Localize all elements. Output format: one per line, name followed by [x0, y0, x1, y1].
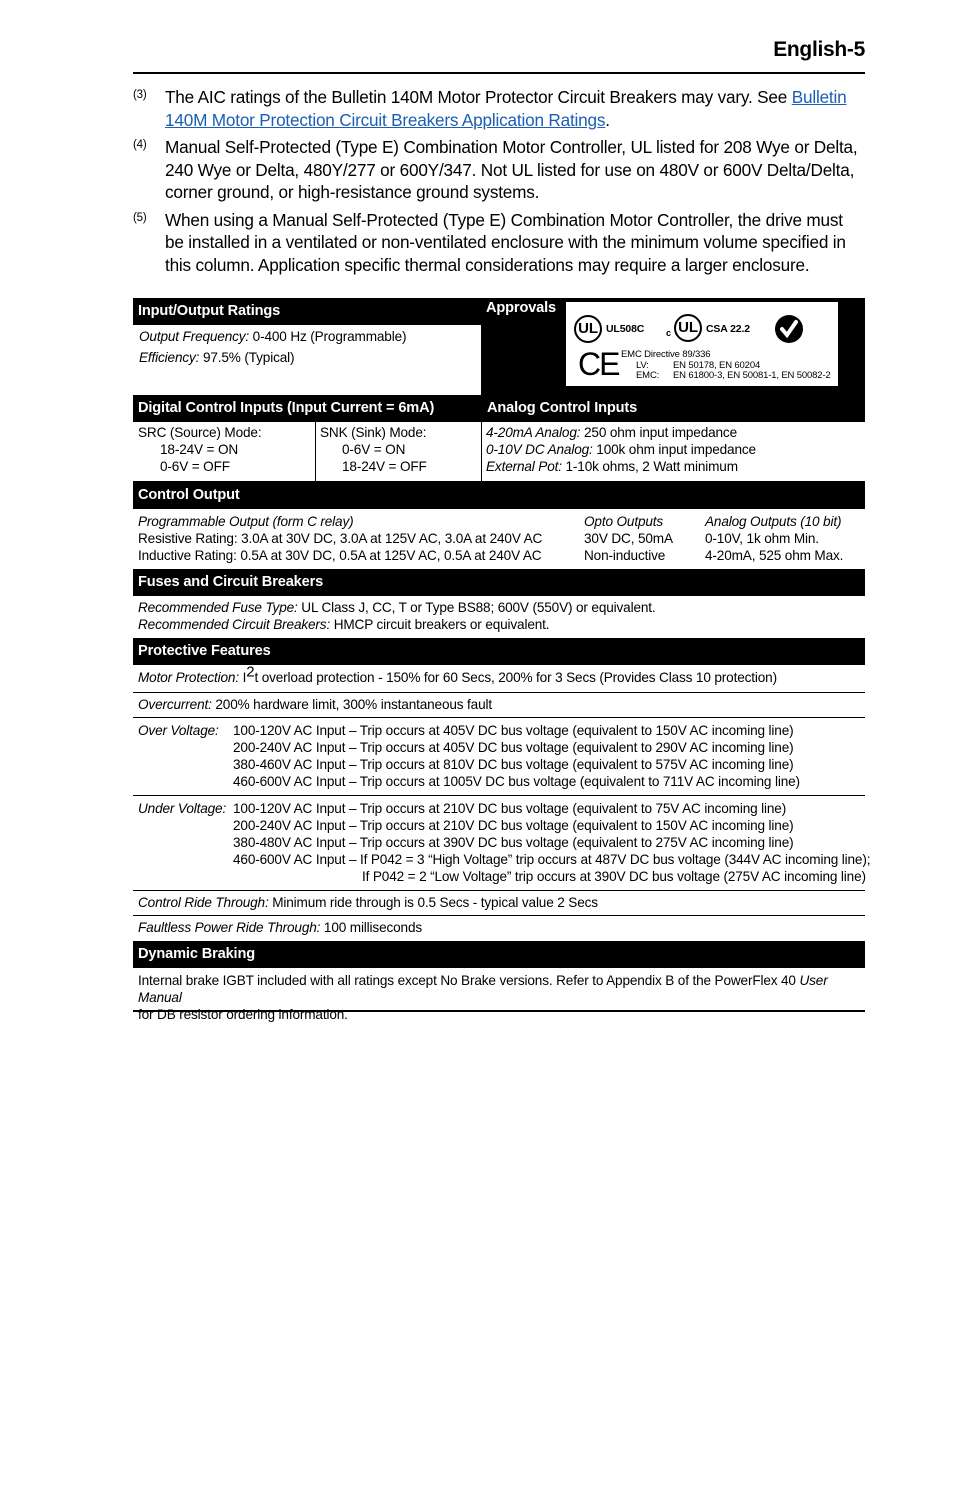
- inputs-row: [133, 395, 865, 482]
- opto-outputs: [584, 513, 673, 564]
- power-ride-through-row: [133, 916, 865, 941]
- under-voltage-row: [133, 796, 871, 891]
- inductive-rating: Inductive Rating: 0.5A at 30V DC, 0.5A at 125V AC, 0.5A at 240V AC: [138, 548, 542, 563]
- analog-0-10-value: 100k ohm input impedance: [592, 442, 756, 457]
- under-voltage-line: 380-480V AC Input – Trip occurs at 390V DC bus voltage (equivalent to 275V AC incoming line): [233, 835, 794, 850]
- footnote-number: (5): [133, 211, 147, 224]
- approvals-cell: [481, 298, 865, 395]
- approval-marks-panel: [566, 302, 838, 386]
- power-ride-through-label: Faultless Power Ride Through:: [138, 920, 321, 935]
- over-voltage-lines: [233, 722, 800, 790]
- overcurrent-label: Overcurrent:: [138, 697, 212, 712]
- ul-listed-icon: UL: [574, 315, 602, 343]
- dynamic-braking-text-end: for DB resistor ordering information.: [138, 1007, 348, 1022]
- footnote-number: (4): [133, 139, 147, 151]
- footnote-text: The AIC ratings of the Bulletin 140M Motor Protector Circuit Breakers may vary. See: [165, 87, 792, 107]
- ul508c-label: UL508C: [606, 323, 645, 335]
- output-frequency-value: 0-400 Hz (Programmable): [249, 329, 407, 344]
- lv-label: LV:: [636, 360, 649, 371]
- circuit-breakers-value: HMCP circuit breakers or equivalent.: [330, 617, 550, 632]
- relay-output-label: Programmable Output (form C relay): [138, 514, 354, 529]
- efficiency-label: Efficiency:: [139, 350, 200, 365]
- analog-0-10-label: 0-10V DC Analog:: [486, 442, 593, 457]
- footnote-text: Manual Self-Protected (Type E) Combination Motor Controller, UL listed for 208 Wye or Delta, 240 Wye or Delta, 480Y/277 or 600Y/347. Not UL listed for use on 480V or 600V Delta/Delta, corner ground, or high-resistance ground systems.: [165, 137, 858, 202]
- dynamic-braking-row: [133, 968, 865, 1022]
- io-ratings-heading: Input/Output Ratings: [133, 298, 481, 325]
- control-ride-through-value: Minimum ride through is 0.5 Secs - typical value 2 Secs: [268, 895, 598, 910]
- emc-standards: EN 61800-3, EN 50081-1, EN 50082-2: [673, 370, 831, 381]
- over-voltage-line: 380-460V AC Input – Trip occurs at 810V DC bus voltage (equivalent to 575V AC incoming line): [233, 757, 794, 772]
- motor-protection-superscript: 2: [246, 663, 255, 681]
- digital-divider: [315, 422, 316, 481]
- digital-inputs-heading: Digital Control Inputs (Input Current = 6mA): [133, 395, 481, 422]
- resistive-rating: Resistive Rating: 3.0A at 30V DC, 3.0A at 125V AC, 3.0A at 240V AC: [138, 531, 543, 546]
- cul-c-label: c: [666, 328, 671, 338]
- footnote-3: [133, 86, 865, 131]
- output-frequency-label: Output Frequency:: [139, 329, 250, 344]
- io-approvals-row: [133, 298, 865, 395]
- emc-label: EMC:: [636, 370, 660, 381]
- power-ride-through-value: 100 milliseconds: [320, 920, 423, 935]
- fuse-type-label: Recommended Fuse Type:: [138, 600, 298, 615]
- overcurrent-value: 200% hardware limit, 300% instantaneous fault: [211, 697, 492, 712]
- motor-protection-i: I: [238, 670, 247, 685]
- over-voltage-line: 460-600V AC Input – Trip occurs at 1005V DC bus voltage (equivalent to 711V AC incoming line): [233, 774, 800, 789]
- page-header: [133, 38, 865, 74]
- user-manual-title: User Manual: [138, 973, 828, 1005]
- emc-directive: EMC Directive 89/336: [621, 349, 711, 360]
- under-voltage-lines: [233, 800, 870, 885]
- page-title: English-5: [773, 38, 865, 61]
- external-pot-label: External Pot:: [486, 459, 562, 474]
- over-voltage-row: [133, 718, 865, 796]
- cul-listed-icon: UL: [674, 314, 702, 342]
- csa-label: CSA 22.2: [706, 323, 750, 335]
- opto-outputs-rating: 30V DC, 50mA: [584, 531, 673, 546]
- analog-outputs-label: Analog Outputs (10 bit): [705, 514, 842, 529]
- efficiency-value: 97.5% (Typical): [199, 350, 295, 365]
- opto-outputs-label: Opto Outputs: [584, 514, 664, 529]
- footnote-number: (3): [133, 89, 147, 101]
- fuse-type-value: UL Class J, CC, T or Type BS88; 600V (550V) or equivalent.: [297, 600, 656, 615]
- dynamic-braking-text: Internal brake IGBT included with all ratings except No Brake versions. Refer to Appendix B of the PowerFlex 40: [138, 973, 800, 988]
- under-voltage-label: Under Voltage:: [138, 801, 227, 816]
- analog-4-20-value: 250 ohm input impedance: [580, 425, 737, 440]
- over-voltage-label: Over Voltage:: [138, 723, 219, 738]
- under-voltage-line: 200-240V AC Input – Trip occurs at 210V DC bus voltage (equivalent to 150V AC incoming line): [233, 818, 794, 833]
- overcurrent-row: [133, 693, 865, 718]
- analog-outputs-voltage: 0-10V, 1k ohm Min.: [705, 531, 819, 546]
- under-voltage-line: 460-600V AC Input – If P042 = 3 “High Voltage” trip occurs at 487V DC bus voltage (344V AC incoming line);: [233, 852, 871, 867]
- under-voltage-line-continued: If P042 = 2 “Low Voltage” trip occurs at 390V DC bus voltage (275V AC incoming line): [362, 869, 866, 884]
- footnote-text-end: .: [605, 109, 610, 130]
- external-pot-value: 1-10k ohms, 2 Watt minimum: [561, 459, 738, 474]
- opto-outputs-type: Non-inductive: [584, 548, 666, 563]
- control-ride-through-label: Control Ride Through:: [138, 895, 269, 910]
- relay-output: [138, 513, 542, 564]
- footnote-5: [133, 209, 865, 277]
- lv-standards: EN 50178, EN 60204: [673, 360, 761, 371]
- footnotes: [133, 86, 865, 281]
- dynamic-braking-heading: Dynamic Braking: [133, 941, 865, 968]
- circuit-breakers-label: Recommended Circuit Breakers:: [138, 617, 331, 632]
- protective-features-heading: Protective Features: [133, 638, 865, 665]
- io-ratings-cell: [133, 298, 481, 395]
- digital-inputs-cell: [133, 395, 481, 481]
- control-output-row: [133, 509, 865, 569]
- control-output-heading: Control Output: [133, 482, 865, 509]
- fuses-heading: Fuses and Circuit Breakers: [133, 569, 865, 596]
- motor-protection-value: t overload protection - 150% for 60 Secs, 200% for 3 Secs (Provides Class 10 protection): [254, 670, 777, 685]
- snk-mode-title: SNK (Sink) Mode:: [320, 425, 427, 440]
- c-tick-icon: [774, 314, 804, 344]
- specifications-table: [133, 298, 871, 1022]
- control-ride-through-row: [133, 891, 865, 916]
- over-voltage-line: 100-120V AC Input – Trip occurs at 405V DC bus voltage (equivalent to 150V AC incoming line): [233, 723, 794, 738]
- under-voltage-line: 100-120V AC Input – Trip occurs at 210V DC bus voltage (equivalent to 75V AC incoming line): [233, 801, 787, 816]
- snk-on: 0-6V = ON: [342, 442, 406, 457]
- snk-mode: [320, 424, 427, 475]
- snk-off: 18-24V = OFF: [342, 459, 427, 474]
- src-off: 0-6V = OFF: [160, 459, 230, 474]
- src-mode: [138, 424, 261, 475]
- motor-protection-row: [133, 665, 865, 693]
- footnote-4: [133, 136, 865, 204]
- motor-protection-label: Motor Protection:: [138, 670, 239, 685]
- footnote-text: When using a Manual Self-Protected (Type E) Combination Motor Controller, the drive must be installed in a ventilated or non-ventilated enclosure with the minimum volume specified in this column. Application specific thermal considerations may require a larger enclosure.: [165, 209, 846, 275]
- analog-4-20-label: 4-20mA Analog:: [486, 425, 581, 440]
- src-mode-title: SRC (Source) Mode:: [138, 425, 262, 440]
- ce-mark-icon: CE: [578, 346, 619, 382]
- approvals-heading: Approvals: [486, 300, 557, 316]
- analog-outputs: [705, 513, 843, 564]
- analog-outputs-current: 4-20mA, 525 ohm Max.: [705, 548, 844, 563]
- src-on: 18-24V = ON: [160, 442, 239, 457]
- fuses-row: [133, 596, 865, 638]
- bulletin-140m-link[interactable]: Bulletin 140M Motor Protection Circuit Breakers Application Ratings: [165, 87, 847, 130]
- analog-inputs-heading: Analog Control Inputs: [482, 395, 865, 422]
- analog-inputs-cell: [481, 395, 865, 481]
- over-voltage-line: 200-240V AC Input – Trip occurs at 405V DC bus voltage (equivalent to 290V AC incoming line): [233, 740, 794, 755]
